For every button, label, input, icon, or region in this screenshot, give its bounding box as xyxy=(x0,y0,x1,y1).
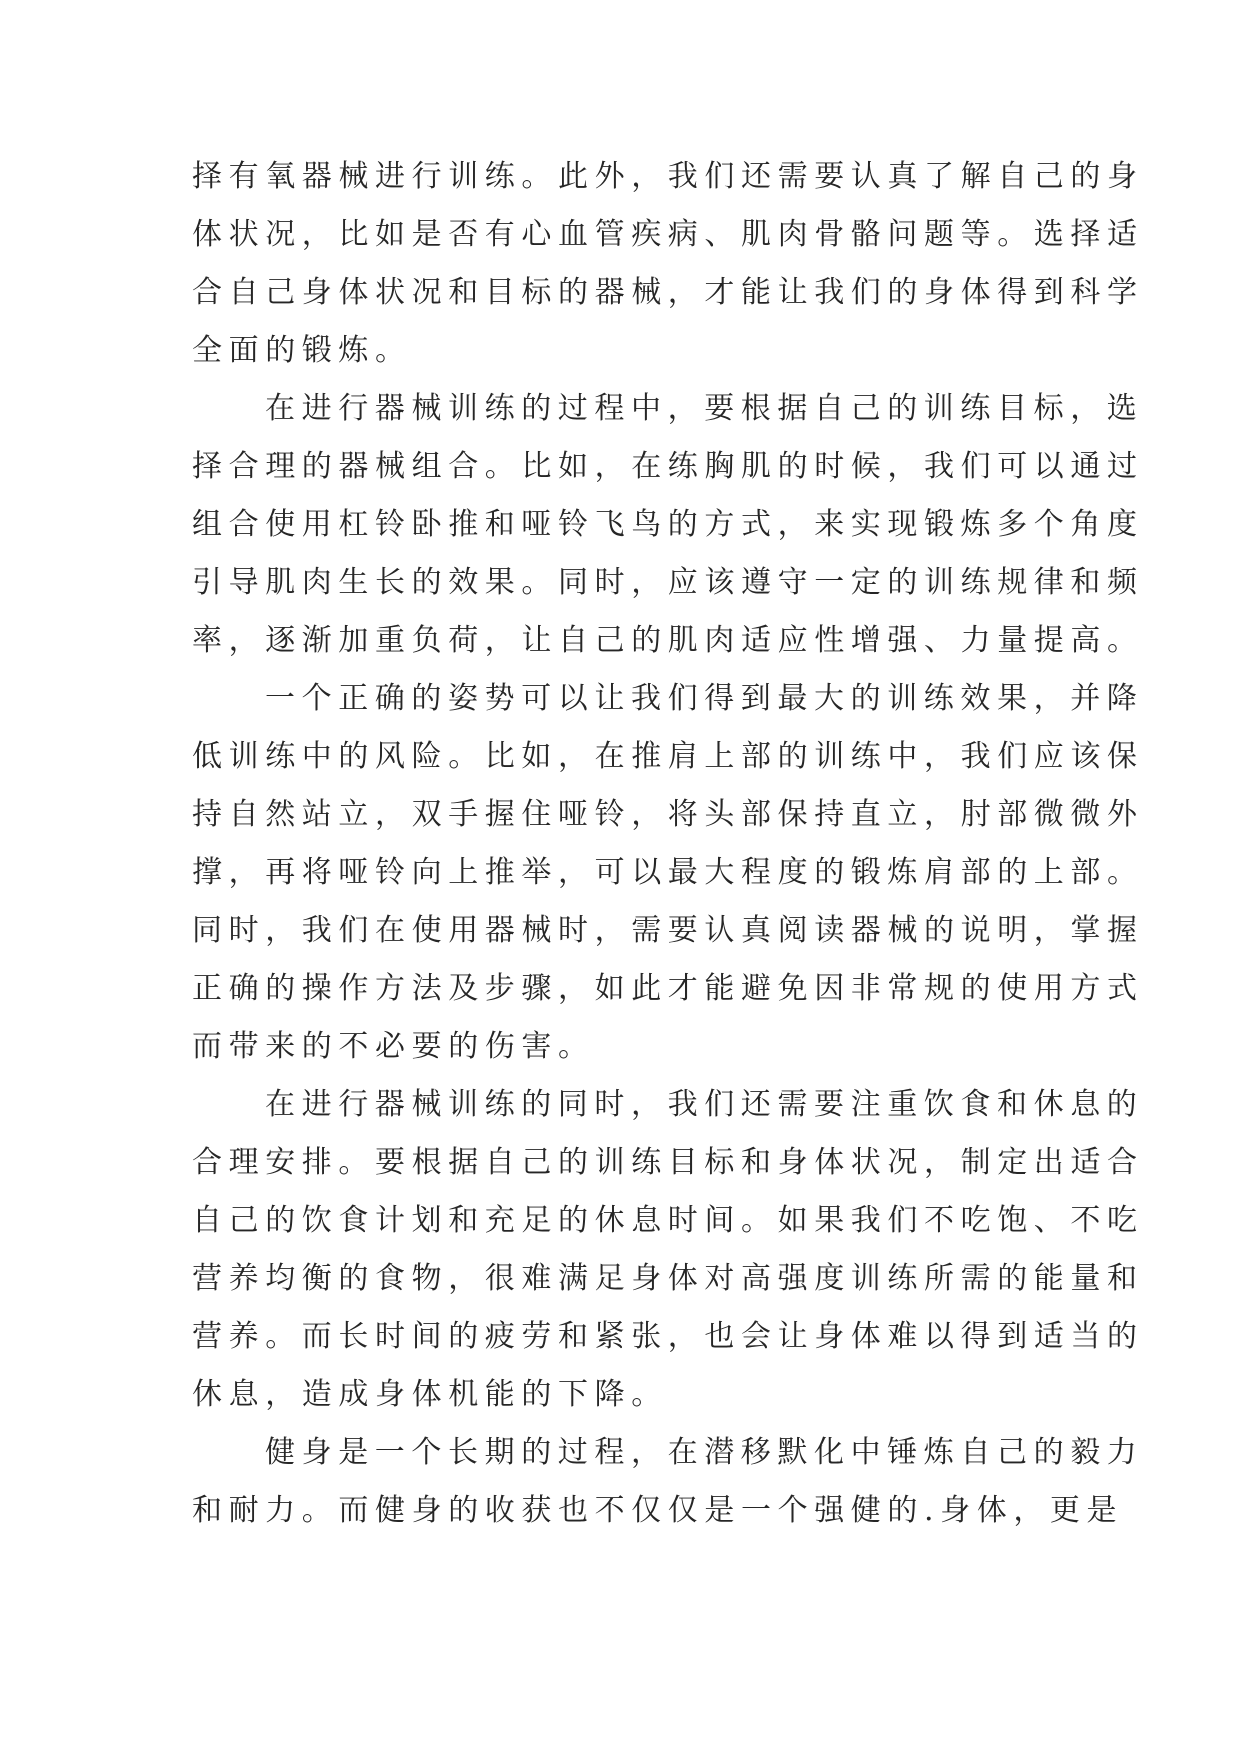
text-line: 休息，造成身体机能的下降。 xyxy=(192,1377,668,1412)
paragraph-first-line: 健身是一个长期的过程，在潜移默化中锤炼自己的毅力 xyxy=(265,1435,1144,1470)
text-line: 合理安排。要根据自己的训练目标和身体状况，制定出适合 xyxy=(192,1145,1144,1180)
text-line: 营养。而长时间的疲劳和紧张，也会让身体难以得到适当的 xyxy=(192,1319,1144,1354)
text-line: 择有氧器械进行训练。此外，我们还需要认真了解自己的身 xyxy=(192,159,1144,194)
text-line: 低训练中的风险。比如，在推肩上部的训练中，我们应该保 xyxy=(192,739,1144,774)
text-line: 合自己身体状况和目标的器械，才能让我们的身体得到科学 xyxy=(192,275,1144,310)
text-line: 同时，我们在使用器械时，需要认真阅读器械的说明，掌握 xyxy=(192,913,1144,948)
text-line: 正确的操作方法及步骤，如此才能避免因非常规的使用方式 xyxy=(192,971,1144,1006)
text-line: 和耐力。而健身的收获也不仅仅是一个强健的.身体，更是 xyxy=(192,1493,1124,1528)
text-line: 撑，再将哑铃向上推举，可以最大程度的锻炼肩部的上部。 xyxy=(192,855,1144,890)
paragraph-first-line: 在进行器械训练的过程中，要根据自己的训练目标，选 xyxy=(265,391,1144,426)
text-line: 持自然站立，双手握住哑铃，将头部保持直立，肘部微微外 xyxy=(192,797,1144,832)
text-line: 择合理的器械组合。比如，在练胸肌的时候，我们可以通过 xyxy=(192,449,1144,484)
text-line: 组合使用杠铃卧推和哑铃飞鸟的方式，来实现锻炼多个角度 xyxy=(192,507,1144,542)
text-line: 自己的饮食计划和充足的休息时间。如果我们不吃饱、不吃 xyxy=(192,1203,1144,1238)
text-line: 全面的锻炼。 xyxy=(192,333,412,368)
text-line: 体状况，比如是否有心血管疾病、肌肉骨骼问题等。选择适 xyxy=(192,217,1144,252)
text-line: 引导肌肉生长的效果。同时，应该遵守一定的训练规律和频 xyxy=(192,565,1144,600)
body-text xyxy=(192,158,1144,1550)
paragraph-first-line: 在进行器械训练的同时，我们还需要注重饮食和休息的 xyxy=(265,1087,1144,1122)
text-line: 营养均衡的食物，很难满足身体对高强度训练所需的能量和 xyxy=(192,1261,1144,1296)
text-line: 率，逐渐加重负荷，让自己的肌肉适应性增强、力量提高。 xyxy=(192,623,1144,658)
text-line: 而带来的不必要的伤害。 xyxy=(192,1029,595,1064)
paragraph-first-line: 一个正确的姿势可以让我们得到最大的训练效果，并降 xyxy=(265,681,1144,716)
